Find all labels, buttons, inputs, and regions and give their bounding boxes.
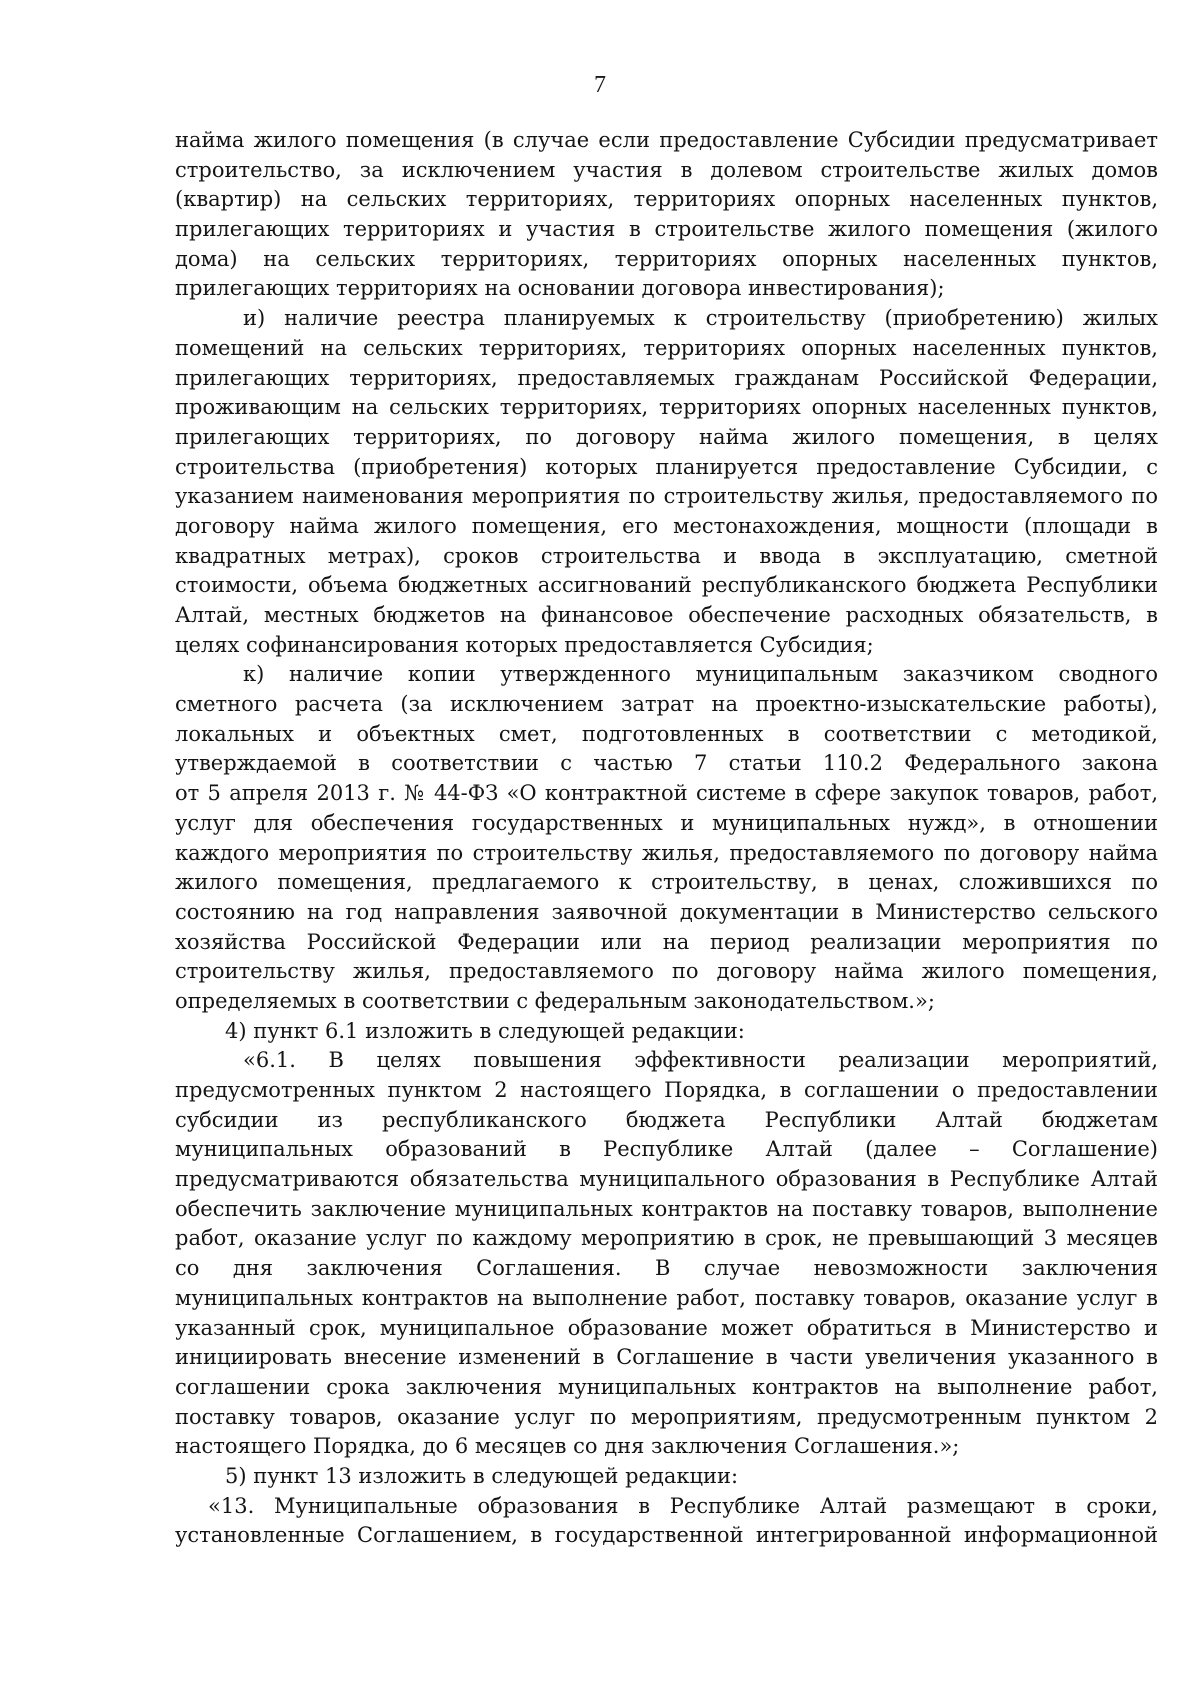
text-line: каждого мероприятия по строительству жилья, предоставляемого по договору найма (175, 840, 1158, 865)
text-line: и) наличие реестра планируемых к строительству (приобретению) жилых (243, 306, 1158, 331)
text-line: поставку товаров, оказание услуг по мероприятиям, предусмотренным пунктом 2 (175, 1404, 1158, 1429)
text-line: со дня заключения Соглашения. В случае невозможности заключения (175, 1256, 1158, 1281)
text-line: строительства (приобретения) которых планируется предоставление Субсидии, с (175, 454, 1158, 479)
text-line: дома) на сельских территориях, территориях опорных населенных пунктов, (175, 246, 1158, 271)
text-line: обеспечить заключение муниципальных контрактов на поставку товаров, выполнение (175, 1196, 1158, 1221)
text-line: установленные Соглашением, в государственной интегрированной информационной (175, 1523, 1158, 1548)
text-line: муниципальных образований в Республике Алтай (далее – Соглашение) (175, 1137, 1158, 1162)
text-line: договору найма жилого помещения, его местонахождения, мощности (площади в (175, 513, 1158, 538)
text-line: утверждаемой в соответствии с частью 7 статьи 110.2 Федерального закона (175, 751, 1158, 776)
text-line: указанный срок, муниципальное образование может обратиться в Министерство и (175, 1315, 1158, 1340)
text-line: указанием наименования мероприятия по строительству жилья, предоставляемого по (175, 484, 1158, 509)
text-line: прилегающих территориях, по договору найма жилого помещения, в целях (175, 424, 1158, 449)
text-line: инициировать внесение изменений в Соглашение в части увеличения указанного в (175, 1345, 1158, 1370)
text-line: определяемых в соответствии с федеральным законодательством.»; (175, 988, 935, 1013)
text-line: найма жилого помещения (в случае если предоставление Субсидии предусматривает (175, 128, 1158, 152)
text-line: к) наличие копии утвержденного муниципальным заказчиком сводного (243, 662, 1158, 687)
text-line: строительству жилья, предоставляемого по договору найма жилого помещения, (175, 959, 1158, 984)
text-line: от 5 апреля 2013 г. № 44-ФЗ «О контрактной системе в сфере закупок товаров, работ, (175, 781, 1158, 806)
text-line: соглашении срока заключения муниципальных контрактов на выполнение работ, (175, 1374, 1158, 1399)
text-line: работ, оказание услуг по каждому мероприятию в срок, не превышающий 3 месяцев (175, 1226, 1158, 1251)
text-line: субсидии из республиканского бюджета Республики Алтай бюджетам (175, 1107, 1158, 1132)
text-line: строительство, за исключением участия в долевом строительстве жилых домов (175, 157, 1158, 182)
body-text (175, 126, 1158, 1551)
text-line: квадратных метрах), сроков строительства и ввода в эксплуатацию, сметной (175, 543, 1158, 568)
text-line: муниципальных контрактов на выполнение работ, поставку товаров, оказание услуг в (175, 1285, 1158, 1310)
text-line: прилегающих территориях, предоставляемых гражданам Российской Федерации, (175, 365, 1158, 390)
text-line: прилегающих территориях и участия в строительстве жилого помещения (жилого (175, 217, 1158, 242)
text-line: «13. Муниципальные образования в Республике Алтай размещают в сроки, (208, 1493, 1158, 1518)
text-line: помещений на сельских территориях, территориях опорных населенных пунктов, (175, 335, 1158, 360)
page-number: 7 (594, 72, 606, 98)
text-line: состоянию на год направления заявочной документации в Министерство сельского (175, 899, 1158, 924)
text-line: настоящего Порядка, до 6 месяцев со дня заключения Соглашения.»; (175, 1434, 960, 1459)
text-line: Алтай, местных бюджетов на финансовое обеспечение расходных обязательств, в (175, 603, 1158, 627)
text-line: прилегающих территориях на основании договора инвестирования); (175, 276, 945, 301)
text-line: предусмотренных пунктом 2 настоящего Порядка, в соглашении о предоставлении (175, 1078, 1158, 1102)
text-line: услуг для обеспечения государственных и муниципальных нужд», в отношении (175, 810, 1158, 835)
text-line: сметного расчета (за исключением затрат на проектно-изыскательские работы), (175, 692, 1158, 717)
text-line: «6.1. В целях повышения эффективности реализации мероприятий, (243, 1048, 1158, 1073)
text-line: стоимости, объема бюджетных ассигнований республиканского бюджета Республики (175, 573, 1158, 598)
text-line: (квартир) на сельских территориях, территориях опорных населенных пунктов, (175, 187, 1158, 212)
text-line: проживающим на сельских территориях, территориях опорных населенных пунктов, (175, 395, 1158, 420)
text-line: предусматриваются обязательства муниципального образования в Республике Алтай (175, 1167, 1158, 1192)
text-line: локальных и объектных смет, подготовленных в соответствии с методикой, (175, 721, 1158, 746)
text-line: целях софинансирования которых предоставляется Субсидия; (175, 632, 874, 657)
text-line: 4) пункт 6.1 изложить в следующей редакции: (225, 1018, 745, 1043)
text-line: хозяйства Российской Федерации или на период реализации мероприятия по (175, 929, 1158, 954)
text-line: 5) пункт 13 изложить в следующей редакции: (225, 1463, 739, 1488)
text-line: жилого помещения, предлагаемого к строительству, в ценах, сложившихся по (175, 870, 1158, 895)
